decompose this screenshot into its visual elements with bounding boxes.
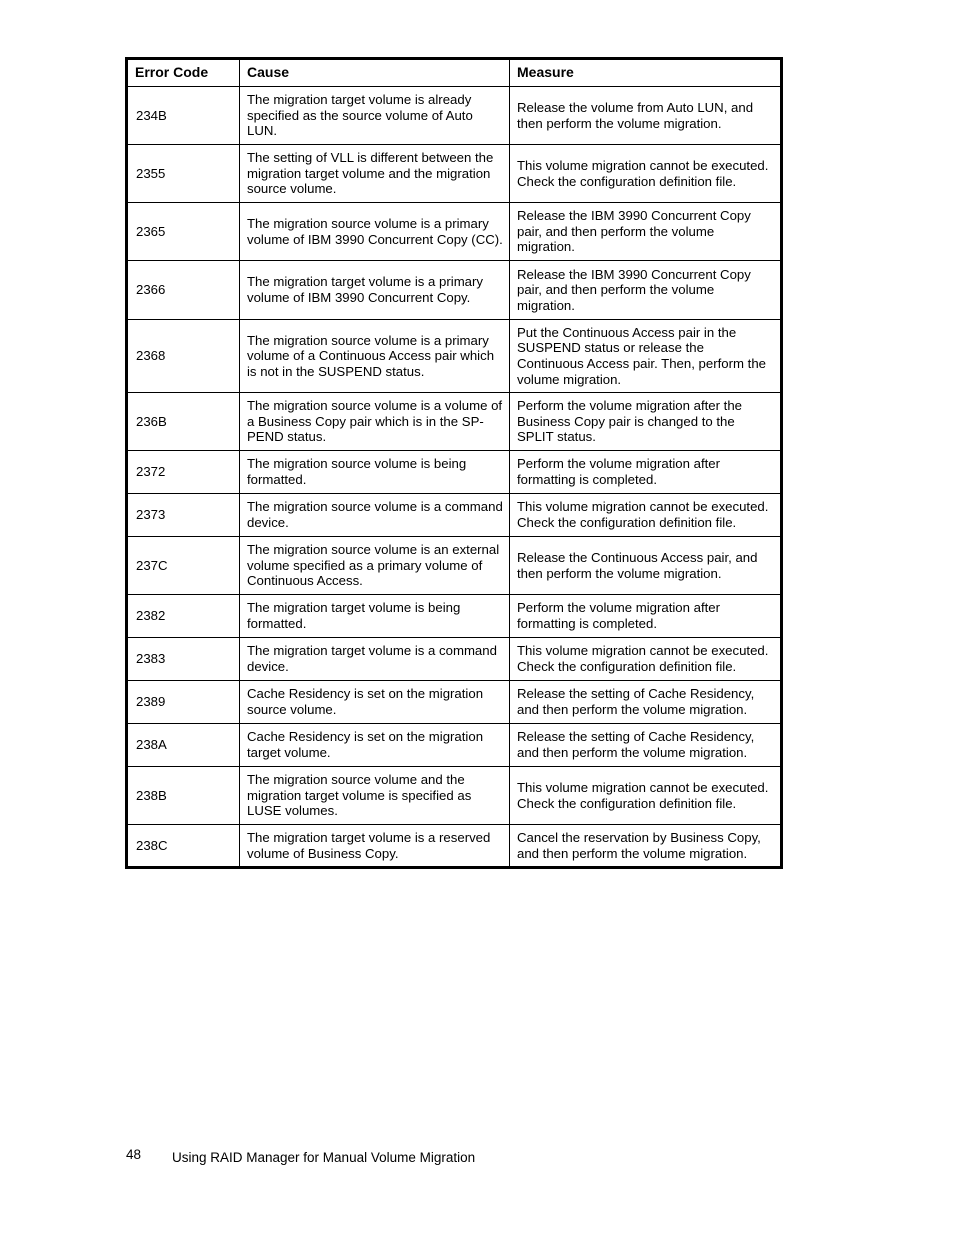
- table-header-row: [127, 59, 782, 87]
- header-error-code: Error Code: [127, 59, 240, 87]
- error-code-cell: 2382: [127, 595, 240, 638]
- cause-cell: The setting of VLL is different between the migration target volume and the migration source volume.: [240, 145, 510, 203]
- measure-cell: This volume migration cannot be executed. Check the configuration definition file.: [510, 767, 782, 825]
- cause-cell: The migration source volume is a command device.: [240, 494, 510, 537]
- cause-cell: The migration source volume is a primary volume of a Continuous Access pair which is not in the SUSPEND status.: [240, 320, 510, 393]
- table-row: [127, 638, 782, 681]
- error-code-cell: 238A: [127, 724, 240, 767]
- header-measure: Measure: [510, 59, 782, 87]
- cause-cell: The migration source volume and the migration target volume is specified as LUSE volumes.: [240, 767, 510, 825]
- cause-cell: The migration source volume is a primary volume of IBM 3990 Concurrent Copy (CC).: [240, 203, 510, 261]
- table-row: [127, 681, 782, 724]
- measure-cell: This volume migration cannot be executed. Check the configuration definition file.: [510, 638, 782, 681]
- table-row: [127, 494, 782, 537]
- measure-cell: Cancel the reservation by Business Copy, and then perform the volume migration.: [510, 825, 782, 868]
- measure-cell: Release the Continuous Access pair, and then perform the volume migration.: [510, 537, 782, 595]
- cause-cell: The migration source volume is being formatted.: [240, 451, 510, 494]
- cause-cell: The migration source volume is an external volume specified as a primary volume of Continuous Access.: [240, 537, 510, 595]
- error-code-cell: 238C: [127, 825, 240, 868]
- error-code-cell: 2365: [127, 203, 240, 261]
- measure-cell: Perform the volume migration after formatting is completed.: [510, 595, 782, 638]
- cause-cell: Cache Residency is set on the migration target volume.: [240, 724, 510, 767]
- error-code-cell: 2355: [127, 145, 240, 203]
- table-row: [127, 393, 782, 451]
- measure-cell: This volume migration cannot be executed. Check the configuration definition file.: [510, 494, 782, 537]
- error-code-cell: 2368: [127, 320, 240, 393]
- table-row: [127, 145, 782, 203]
- page-number: 48: [126, 1147, 142, 1162]
- table-row: [127, 451, 782, 494]
- measure-cell: Release the setting of Cache Residency, and then perform the volume migration.: [510, 681, 782, 724]
- error-code-cell: 2372: [127, 451, 240, 494]
- table-row: [127, 320, 782, 393]
- cause-cell: The migration source volume is a volume of a Business Copy pair which is in the SP-PEND status.: [240, 393, 510, 451]
- table-row: [127, 537, 782, 595]
- measure-cell: Perform the volume migration after the Business Copy pair is changed to the SPLIT status.: [510, 393, 782, 451]
- header-cause: Cause: [240, 59, 510, 87]
- measure-cell: Put the Continuous Access pair in the SUSPEND status or release the Continuous Access pair. Then, perform the volume migration.: [510, 320, 782, 393]
- table-row: [127, 724, 782, 767]
- measure-cell: This volume migration cannot be executed. Check the configuration definition file.: [510, 145, 782, 203]
- error-code-cell: 2366: [127, 261, 240, 320]
- cause-cell: The migration target volume is being formatted.: [240, 595, 510, 638]
- table-row: [127, 595, 782, 638]
- error-code-cell: 2383: [127, 638, 240, 681]
- cause-cell: The migration target volume is a primary volume of IBM 3990 Concurrent Copy.: [240, 261, 510, 320]
- cause-cell: Cache Residency is set on the migration source volume.: [240, 681, 510, 724]
- error-code-cell: 2389: [127, 681, 240, 724]
- measure-cell: Perform the volume migration after formatting is completed.: [510, 451, 782, 494]
- error-code-table: [125, 57, 783, 869]
- error-code-cell: 236B: [127, 393, 240, 451]
- error-code-cell: 238B: [127, 767, 240, 825]
- measure-cell: Release the setting of Cache Residency, and then perform the volume migration.: [510, 724, 782, 767]
- measure-cell: Release the volume from Auto LUN, and then perform the volume migration.: [510, 87, 782, 145]
- cause-cell: The migration target volume is a command device.: [240, 638, 510, 681]
- table-row: [127, 767, 782, 825]
- error-code-cell: 237C: [127, 537, 240, 595]
- measure-cell: Release the IBM 3990 Concurrent Copy pair, and then perform the volume migration.: [510, 203, 782, 261]
- measure-cell: Release the IBM 3990 Concurrent Copy pair, and then perform the volume migration.: [510, 261, 782, 320]
- page-footer: [126, 1147, 476, 1165]
- table-row: [127, 87, 782, 145]
- error-code-cell: 2373: [127, 494, 240, 537]
- cause-cell: The migration target volume is already specified as the source volume of Auto LUN.: [240, 87, 510, 145]
- table-row: [127, 203, 782, 261]
- cause-cell: The migration target volume is a reserved volume of Business Copy.: [240, 825, 510, 868]
- footer-title: Using RAID Manager for Manual Volume Migration: [172, 1150, 476, 1165]
- table-row: [127, 825, 782, 868]
- error-code-cell: 234B: [127, 87, 240, 145]
- table-row: [127, 261, 782, 320]
